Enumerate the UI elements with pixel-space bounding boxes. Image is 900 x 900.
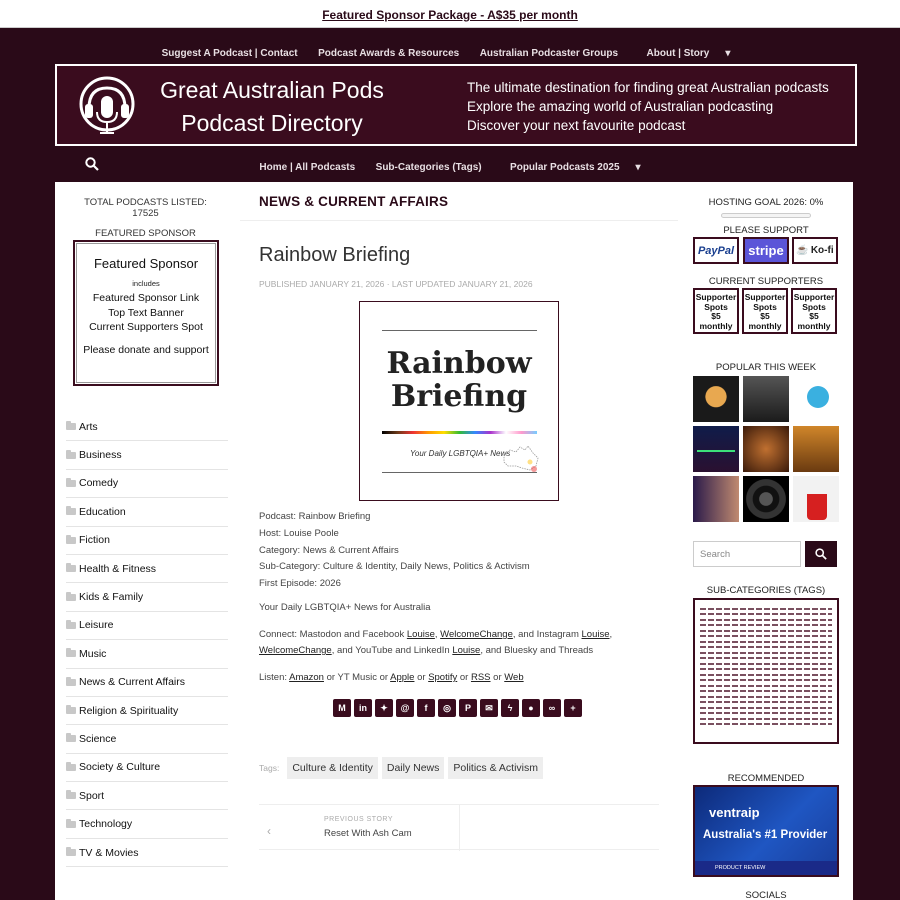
tag-cloud-row bbox=[700, 707, 832, 709]
connect-text: , and Bluesky and Threads bbox=[480, 645, 594, 656]
popular-this-week-heading: POPULAR THIS WEEK bbox=[715, 362, 817, 373]
category-comedy[interactable] bbox=[66, 470, 228, 498]
featured-sponsor-line1: Featured Sponsor Link bbox=[92, 292, 200, 304]
supporter-spot-l4: monthly bbox=[797, 321, 831, 332]
category-label: Arts bbox=[79, 420, 98, 433]
supporter-spot-l3: $5 bbox=[711, 311, 721, 322]
folder-icon bbox=[66, 565, 76, 572]
tag-cloud-row bbox=[700, 608, 832, 610]
tag-cloud-row bbox=[700, 701, 832, 703]
nav-popular-label: Popular Podcasts 2025 bbox=[510, 162, 620, 173]
category-label: Technology bbox=[79, 818, 133, 831]
category-label: Fiction bbox=[79, 534, 110, 547]
current-supporters-heading: CURRENT SUPPORTERS bbox=[708, 276, 824, 287]
category-label: Sport bbox=[79, 789, 105, 802]
category-label: TV & Movies bbox=[79, 846, 139, 859]
listen-text: or bbox=[457, 672, 471, 683]
podcast-details bbox=[259, 509, 530, 593]
linkedin-share-icon[interactable]: in bbox=[354, 699, 372, 717]
post-tags bbox=[259, 757, 547, 779]
kofi-cup-icon: ☕ bbox=[796, 245, 809, 256]
podcast-description: Your Daily LGBTQIA+ News for Australia bbox=[259, 602, 431, 613]
folder-icon bbox=[66, 622, 76, 629]
supporter-spot-l4: monthly bbox=[699, 321, 733, 332]
supporter-spot-l3: $5 bbox=[809, 311, 819, 322]
tagline-1: The ultimate destination for finding great Australian podcasts bbox=[467, 80, 829, 95]
folder-icon bbox=[66, 480, 76, 487]
popular-podcast-thumbnail[interactable] bbox=[693, 376, 739, 422]
nav-home-all-podcasts[interactable]: Home | All Podcasts bbox=[259, 162, 356, 173]
folder-icon bbox=[66, 594, 76, 601]
cover-top-rule bbox=[382, 330, 537, 331]
detail-first-episode: First Episode: 2026 bbox=[259, 578, 341, 590]
featured-sponsor-title: Featured Sponsor bbox=[93, 256, 199, 271]
search-icon bbox=[815, 548, 827, 560]
folder-icon bbox=[66, 537, 76, 544]
category-religion-spirituality[interactable] bbox=[66, 697, 228, 725]
tag-cloud-row bbox=[700, 646, 832, 648]
tag-cloud-row bbox=[700, 679, 832, 681]
connect-text: , and YouTube and LinkedIn bbox=[331, 645, 453, 656]
top-nav bbox=[0, 28, 900, 60]
divider bbox=[240, 220, 678, 221]
category-label: Education bbox=[79, 505, 126, 518]
chevron-down-icon: ▾ bbox=[635, 162, 641, 173]
supporter-spot[interactable] bbox=[742, 288, 788, 334]
cover-title-line1: Rainbow bbox=[386, 346, 532, 381]
popular-podcast-thumbnail[interactable] bbox=[793, 426, 839, 472]
folder-icon bbox=[66, 849, 76, 856]
detail-host: Host: Louise Poole bbox=[259, 527, 339, 539]
sidebar-search-button[interactable] bbox=[805, 541, 837, 567]
sidebar-search-input[interactable]: Search bbox=[693, 541, 801, 567]
nav-sub-categories[interactable]: Sub-Categories (Tags) bbox=[375, 162, 482, 173]
link-mastodon-louise[interactable]: Louise bbox=[406, 629, 435, 640]
featured-sponsor-footer: Please donate and support bbox=[83, 343, 209, 356]
tagline-2: Explore the amazing world of Australian podcasting bbox=[467, 99, 774, 114]
share-buttons bbox=[333, 699, 582, 717]
category-news-current-affairs[interactable] bbox=[66, 669, 228, 697]
folder-icon bbox=[66, 423, 76, 430]
category-health-fitness[interactable] bbox=[66, 555, 228, 583]
tag-cloud-row bbox=[700, 630, 832, 632]
socials-heading: SOCIALS bbox=[745, 890, 787, 900]
site-banner[interactable] bbox=[55, 64, 857, 146]
link-instagram-louise[interactable]: Louise bbox=[581, 629, 610, 640]
tag-cloud-row bbox=[700, 712, 832, 714]
rainbow-stripe bbox=[382, 431, 537, 434]
messenger-share-icon[interactable]: ϟ bbox=[501, 699, 519, 717]
pinterest-share-icon[interactable]: P bbox=[459, 699, 477, 717]
category-label: Religion & Spirituality bbox=[79, 704, 179, 717]
hosting-goal-progress bbox=[721, 213, 811, 218]
tag-cloud-row bbox=[700, 685, 832, 687]
folder-icon bbox=[66, 508, 76, 515]
main-nav bbox=[55, 148, 853, 180]
content-area bbox=[55, 182, 853, 900]
link-web[interactable]: Web bbox=[504, 672, 524, 683]
featured-sponsor-includes: includes bbox=[132, 279, 160, 288]
sponsor-package-link[interactable]: Featured Sponsor Package - A$35 per month bbox=[322, 8, 578, 22]
category-list bbox=[66, 413, 228, 867]
supporter-spot-l2: Spots bbox=[704, 301, 728, 312]
category-label: Music bbox=[79, 647, 107, 660]
podcast-cover-image bbox=[359, 301, 559, 501]
tag-cloud-row bbox=[700, 641, 832, 643]
mastodon-share-icon[interactable]: M bbox=[333, 699, 351, 717]
red-cup-icon bbox=[807, 494, 827, 520]
sponsor-bar bbox=[0, 0, 900, 28]
category-fiction[interactable] bbox=[66, 527, 228, 555]
nav-about-story[interactable] bbox=[639, 38, 739, 59]
chevron-left-icon[interactable]: ‹ bbox=[267, 824, 271, 838]
kofi-label: Ko-fi bbox=[810, 245, 834, 256]
site-title-line2: Podcast Directory bbox=[181, 110, 363, 136]
folder-icon bbox=[66, 764, 76, 771]
previous-story-link[interactable]: Reset With Ash Cam bbox=[324, 828, 412, 839]
category-business[interactable] bbox=[66, 441, 228, 469]
supporter-spot-l1: Supporter bbox=[744, 292, 786, 302]
tag-cloud-row bbox=[700, 657, 832, 659]
folder-icon bbox=[66, 735, 76, 742]
recommended-heading: RECOMMENDED bbox=[727, 773, 805, 784]
tag-cloud-row bbox=[700, 613, 832, 615]
listen-text: or bbox=[490, 672, 505, 683]
facebook-share-icon[interactable]: f bbox=[417, 699, 435, 717]
category-leisure[interactable] bbox=[66, 612, 228, 640]
tag-politics-activism[interactable]: Politics & Activism bbox=[448, 757, 543, 779]
detail-sub-category: Sub-Category: Culture & Identity, Daily News, Politics & Activism bbox=[259, 561, 530, 573]
instagram-share-icon[interactable]: ◎ bbox=[438, 699, 456, 717]
category-label: Comedy bbox=[79, 477, 119, 490]
category-kids-family[interactable] bbox=[66, 583, 228, 611]
category-science[interactable] bbox=[66, 725, 228, 753]
category-music[interactable] bbox=[66, 640, 228, 668]
nav-about-label: About | Story bbox=[646, 48, 710, 59]
popular-podcasts-grid bbox=[693, 376, 839, 522]
site-tagline bbox=[467, 78, 829, 135]
sub-categories-tag-cloud[interactable] bbox=[693, 598, 839, 744]
supporter-spot-l1: Supporter bbox=[695, 292, 737, 302]
folder-icon bbox=[66, 792, 76, 799]
divider bbox=[459, 805, 460, 851]
tag-cloud-row bbox=[700, 696, 832, 698]
tag-culture-identity[interactable]: Culture & Identity bbox=[287, 757, 378, 779]
folder-icon bbox=[66, 679, 76, 686]
total-podcasts-count: TOTAL PODCASTS LISTED: 17525 bbox=[84, 197, 207, 219]
cover-title-line2: Briefing bbox=[390, 379, 528, 414]
featured-sponsor-heading: FEATURED SPONSOR bbox=[95, 228, 196, 239]
paypal-button[interactable]: PayPal bbox=[693, 237, 739, 264]
kofi-button[interactable] bbox=[792, 237, 838, 264]
category-label: Society & Culture bbox=[79, 761, 161, 774]
supporter-spot-l2: Spots bbox=[753, 301, 777, 312]
detail-category: Category: News & Current Affairs bbox=[259, 544, 399, 556]
nav-popular-podcasts[interactable] bbox=[502, 162, 649, 173]
popular-podcast-thumbnail[interactable] bbox=[793, 476, 839, 522]
folder-icon bbox=[66, 650, 76, 657]
connect-text: Connect: Mastodon and Facebook bbox=[259, 629, 407, 640]
ad-review-badge: PRODUCT REVIEW bbox=[695, 861, 837, 875]
category-tv-movies[interactable] bbox=[66, 839, 228, 867]
tags-label: Tags: bbox=[259, 763, 280, 773]
reddit-share-icon[interactable]: ● bbox=[522, 699, 540, 717]
category-sport[interactable] bbox=[66, 782, 228, 810]
popular-podcast-thumbnail[interactable] bbox=[693, 426, 739, 472]
hosting-goal-label: HOSTING GOAL 2026: 0% bbox=[708, 197, 824, 208]
detail-podcast: Podcast: Rainbow Briefing bbox=[259, 511, 371, 522]
featured-sponsor-box[interactable] bbox=[73, 240, 219, 386]
podcast-microphone-logo-icon bbox=[79, 76, 135, 136]
listen-text: Listen: bbox=[259, 672, 290, 683]
link-apple[interactable]: Apple bbox=[390, 672, 415, 683]
featured-sponsor-line3: Current Supporters Spot bbox=[89, 321, 203, 333]
chevron-down-icon: ▾ bbox=[725, 48, 731, 59]
supporter-spot-l3: $5 bbox=[760, 311, 770, 322]
previous-story-label: PREVIOUS STORY bbox=[324, 816, 393, 823]
category-label: News & Current Affairs bbox=[79, 676, 186, 689]
featured-sponsor-line2: Top Text Banner bbox=[108, 306, 184, 319]
tag-cloud-row bbox=[700, 652, 832, 654]
category-education[interactable] bbox=[66, 498, 228, 526]
tag-cloud-row bbox=[700, 663, 832, 665]
right-sidebar bbox=[691, 182, 841, 900]
link-instagram-welcomechange[interactable]: WelcomeChange bbox=[259, 645, 332, 656]
link-facebook-welcomechange[interactable]: WelcomeChange bbox=[440, 629, 513, 640]
listen-text: or YT Music or bbox=[323, 672, 391, 683]
email-share-icon[interactable]: ✉ bbox=[480, 699, 498, 717]
nav-suggest-podcast[interactable]: Suggest A Podcast | Contact bbox=[161, 48, 298, 59]
link-rss[interactable]: RSS bbox=[470, 672, 491, 683]
supporter-spot[interactable] bbox=[693, 288, 739, 334]
connect-text: , bbox=[434, 629, 441, 640]
tag-cloud-row bbox=[700, 674, 832, 676]
folder-icon bbox=[66, 452, 76, 459]
category-label: Business bbox=[79, 449, 122, 462]
listen-links bbox=[259, 670, 659, 686]
category-label: Science bbox=[79, 732, 117, 745]
tag-cloud-row bbox=[700, 619, 832, 621]
australia-map-icon bbox=[500, 444, 542, 474]
supporter-spot-l2: Spots bbox=[802, 301, 826, 312]
connect-links bbox=[259, 627, 659, 659]
connect-text: , and Instagram bbox=[512, 629, 582, 640]
ad-brand: ventraip bbox=[709, 805, 760, 820]
site-title-line1: Great Australian Pods bbox=[160, 77, 384, 103]
popular-podcast-thumbnail[interactable] bbox=[743, 426, 789, 472]
link-spotify[interactable]: Spotify bbox=[428, 672, 458, 683]
folder-icon bbox=[66, 821, 76, 828]
threads-share-icon[interactable]: @ bbox=[396, 699, 414, 717]
category-label: Kids & Family bbox=[79, 591, 144, 604]
more-share-icon[interactable]: + bbox=[564, 699, 582, 717]
category-society-culture[interactable] bbox=[66, 754, 228, 782]
podcast-logo-icon bbox=[807, 386, 829, 408]
tag-cloud-row bbox=[700, 718, 832, 720]
please-support-heading: PLEASE SUPPORT bbox=[723, 225, 809, 236]
popular-podcast-thumbnail[interactable] bbox=[793, 376, 839, 422]
cover-bottom-rule bbox=[382, 472, 537, 473]
cover-subtitle: Your Daily LGBTQIA+ News bbox=[410, 449, 511, 458]
heartbeat-line-icon bbox=[697, 450, 735, 452]
link-linkedin-louise[interactable]: Louise bbox=[452, 645, 481, 656]
link-amazon[interactable]: Amazon bbox=[289, 672, 324, 683]
nav-podcast-awards[interactable]: Podcast Awards & Resources bbox=[318, 48, 460, 59]
site-title bbox=[152, 74, 392, 140]
connect-text: , bbox=[609, 629, 613, 640]
copy-link-icon[interactable]: ∞ bbox=[543, 699, 561, 717]
sub-categories-heading: SUB-CATEGORIES (TAGS) bbox=[706, 585, 826, 596]
tag-cloud-row bbox=[700, 723, 832, 725]
nav-podcaster-groups[interactable]: Australian Podcaster Groups bbox=[479, 48, 619, 59]
supporter-spot-l4: monthly bbox=[748, 321, 782, 332]
listen-text: or bbox=[414, 672, 429, 683]
post-navigation bbox=[259, 804, 659, 850]
bluesky-share-icon[interactable]: ✦ bbox=[375, 699, 393, 717]
section-title: NEWS & CURRENT AFFAIRS bbox=[259, 194, 449, 209]
tag-cloud-row bbox=[700, 624, 832, 626]
cover-title bbox=[360, 347, 558, 413]
folder-icon bbox=[66, 707, 76, 714]
supporter-spot[interactable] bbox=[791, 288, 837, 334]
post-title: Rainbow Briefing bbox=[259, 244, 411, 266]
tag-cloud-row bbox=[700, 635, 832, 637]
category-label: Health & Fitness bbox=[79, 562, 157, 575]
ventraip-advertisement[interactable] bbox=[693, 785, 839, 877]
tag-cloud-row bbox=[700, 690, 832, 692]
category-label: Leisure bbox=[79, 619, 114, 632]
popular-podcast-thumbnail[interactable] bbox=[693, 476, 739, 522]
tag-daily-news[interactable]: Daily News bbox=[382, 757, 445, 779]
popular-podcast-thumbnail[interactable] bbox=[743, 376, 789, 422]
post-meta: PUBLISHED JANUARY 21, 2026 · LAST UPDATED JANUARY 21, 2026 bbox=[259, 279, 533, 289]
ad-headline: Australia's #1 Provider bbox=[703, 829, 828, 841]
category-arts[interactable] bbox=[66, 413, 228, 441]
supporter-spot-l1: Supporter bbox=[793, 292, 835, 302]
category-technology[interactable] bbox=[66, 810, 228, 838]
main-column bbox=[240, 182, 678, 900]
tagline-3: Discover your next favourite podcast bbox=[467, 118, 686, 133]
popular-podcast-thumbnail[interactable] bbox=[743, 476, 789, 522]
stripe-button[interactable]: stripe bbox=[743, 237, 789, 264]
tag-cloud-row bbox=[700, 668, 832, 670]
